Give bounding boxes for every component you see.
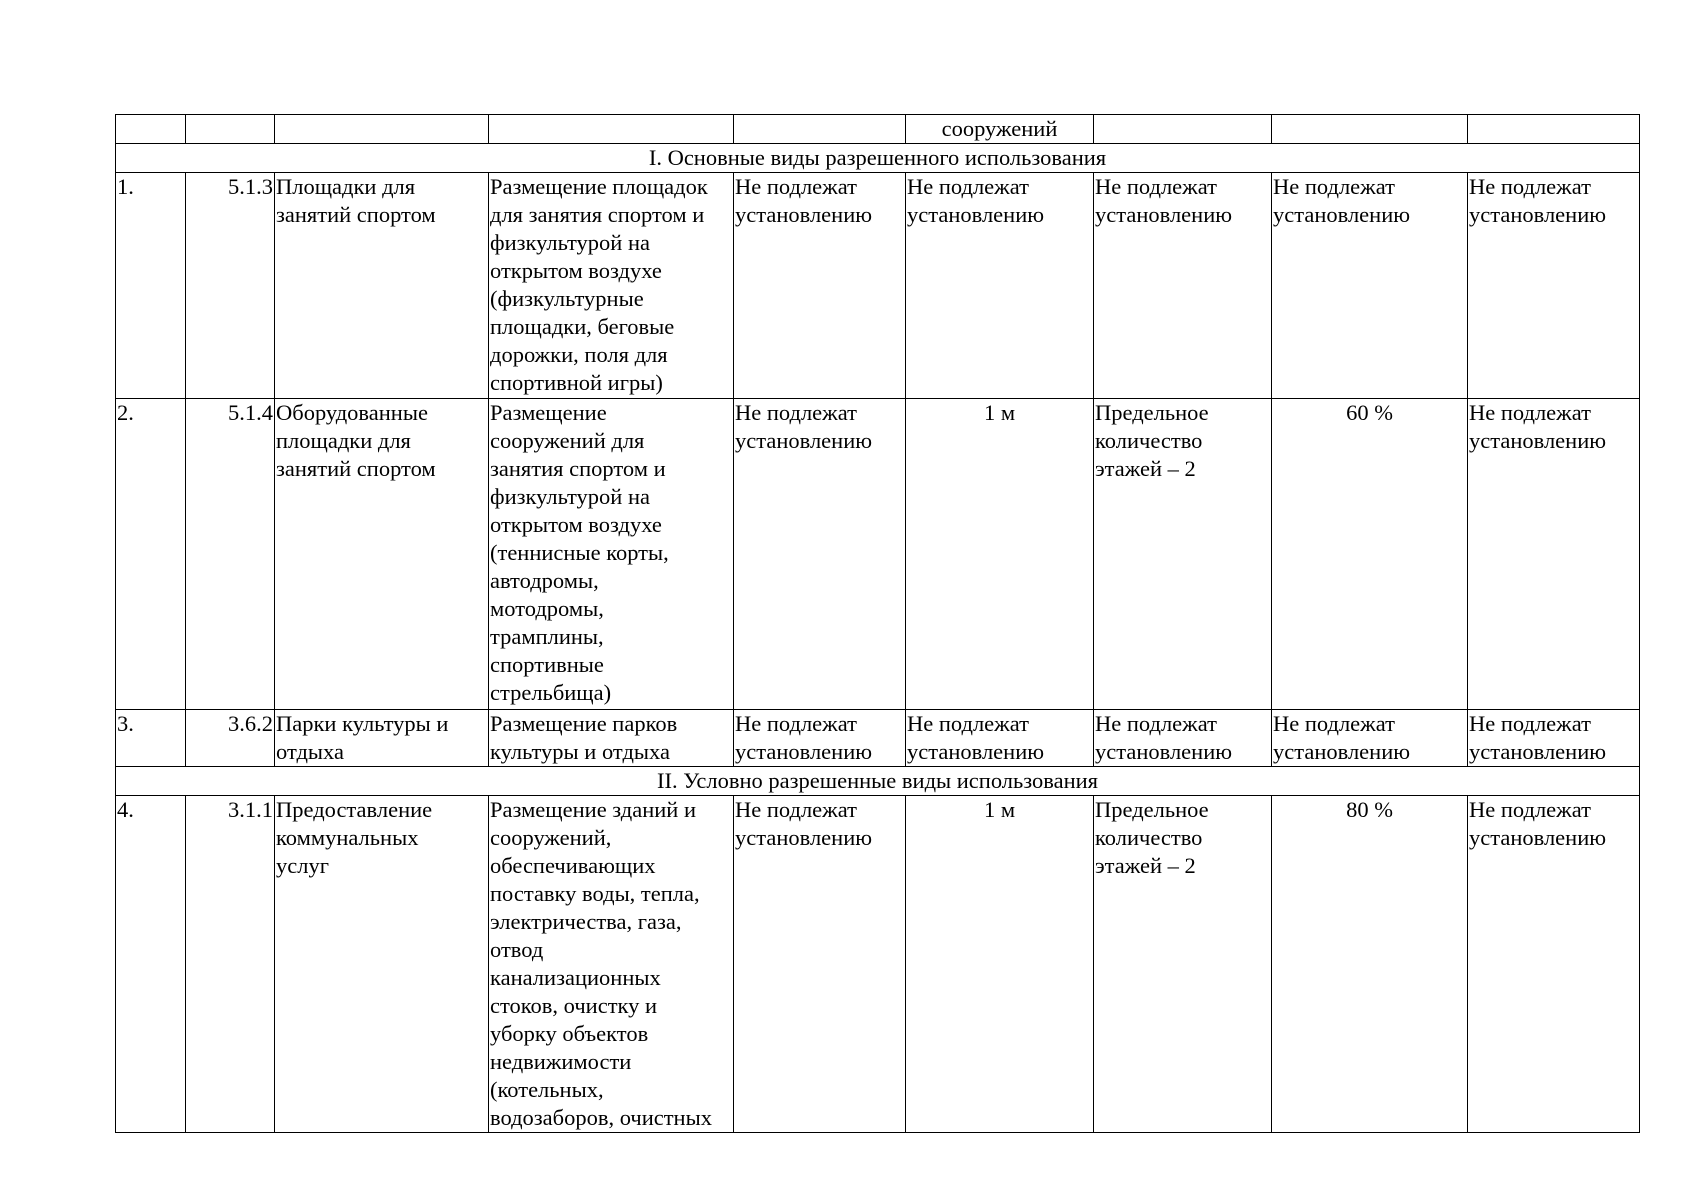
- cell-text-line: Размещение площадок: [490, 174, 708, 199]
- cell-text-line: Не подлежат: [735, 797, 857, 822]
- cell-text-line: открытом воздухе: [490, 512, 662, 537]
- cell-text-line: Не подлежат: [1273, 174, 1395, 199]
- cell-text-line: занятия спортом и: [490, 456, 666, 481]
- cell-text-line: Не подлежат: [1273, 711, 1395, 736]
- cell-text-line: установлению: [1469, 825, 1607, 850]
- regulations-table: [115, 114, 1640, 1133]
- row-cell-6: [906, 399, 1094, 710]
- cell-text-line: физкультурой на: [490, 230, 650, 255]
- cell-text-line: Предоставление: [276, 797, 433, 822]
- cell-text-line: коммунальных: [276, 825, 419, 850]
- cell-text-line: занятий спортом: [276, 202, 436, 227]
- cell-text-line: Размещение парков: [490, 711, 678, 736]
- cell-text-line: установлению: [735, 825, 873, 850]
- cell-text-line: Не подлежат: [907, 711, 1029, 736]
- cell-text-line: Не подлежат: [1469, 400, 1591, 425]
- row-name: [275, 710, 489, 767]
- cell-text-line: услуг: [276, 853, 329, 878]
- cell-text-line: этажей – 2: [1095, 456, 1196, 481]
- cell-text-line: количество: [1095, 428, 1203, 453]
- row-cell-8: [1272, 399, 1468, 710]
- cell-text-line: Оборудованные: [276, 400, 428, 425]
- table-cell: [275, 115, 489, 144]
- cell-text-line: поставку воды, тепла,: [490, 881, 700, 906]
- cell-text-line: 1 м: [983, 400, 1016, 425]
- row-name: [275, 399, 489, 710]
- table-cell: [116, 115, 186, 144]
- cell-text-line: установлению: [1469, 428, 1607, 453]
- cell-text-line: (теннисные корты,: [490, 540, 669, 565]
- cell-text-line: Не подлежат: [735, 174, 857, 199]
- table-cell: [1468, 115, 1640, 144]
- table-row-header-tail: [116, 115, 1640, 144]
- cell-text-line: автодромы,: [490, 568, 599, 593]
- row-cell-6: [906, 796, 1094, 1133]
- row-cell-8: [1272, 710, 1468, 767]
- cell-text-line: количество: [1095, 825, 1203, 850]
- cell-text-line: Предельное: [1095, 797, 1209, 822]
- row-code: 5.1.4: [186, 399, 275, 710]
- cell-text-line: установлению: [735, 202, 873, 227]
- cell-text-line: трамплины,: [490, 624, 604, 649]
- row-cell-7: [1094, 796, 1272, 1133]
- cell-text-line: стоков, очистку и: [490, 993, 658, 1018]
- row-name: [275, 796, 489, 1133]
- table-cell: [734, 115, 906, 144]
- cell-text-line: дорожки, поля для: [490, 342, 668, 367]
- row-cell-6: [906, 710, 1094, 767]
- row-cell-8: [1272, 173, 1468, 399]
- cell-text-line: физкультурой на: [490, 484, 650, 509]
- cell-text-line: установлению: [1469, 739, 1607, 764]
- cell-text-line: Не подлежат: [1095, 174, 1217, 199]
- cell-text-line: площадки, беговые: [490, 314, 675, 339]
- row-description: [489, 710, 734, 767]
- cell-text-line: установлению: [1469, 202, 1607, 227]
- table-cell: сооружений: [906, 115, 1094, 144]
- table-cell: [186, 115, 275, 144]
- table-cell: [489, 115, 734, 144]
- row-cell-9: [1468, 796, 1640, 1133]
- row-cell-9: [1468, 710, 1640, 767]
- row-description: [489, 796, 734, 1133]
- cell-text-line: сооружений,: [490, 825, 612, 850]
- row-description: [489, 399, 734, 710]
- cell-text-line: спортивные: [490, 652, 604, 677]
- cell-text-line: занятий спортом: [276, 456, 436, 481]
- row-cell-6: [906, 173, 1094, 399]
- cell-text-line: установлению: [907, 202, 1045, 227]
- cell-text-line: отдыха: [276, 739, 344, 764]
- cell-text-line: Не подлежат: [1469, 797, 1591, 822]
- cell-text-line: канализационных: [490, 965, 661, 990]
- cell-text-line: стрельбища): [490, 680, 612, 705]
- cell-text-line: Площадки для: [276, 174, 416, 199]
- cell-text-line: культуры и отдыха: [490, 739, 670, 764]
- cell-text-line: этажей – 2: [1095, 853, 1196, 878]
- cell-text-line: установлению: [1273, 739, 1411, 764]
- cell-text-line: установлению: [735, 739, 873, 764]
- row-cell-9: [1468, 173, 1640, 399]
- table-cell: [1272, 115, 1468, 144]
- row-cell-7: [1094, 173, 1272, 399]
- cell-text-line: мотодромы,: [490, 596, 604, 621]
- row-cell-5: [734, 710, 906, 767]
- cell-text-line: установлению: [735, 428, 873, 453]
- row-number: 1.: [116, 173, 186, 399]
- cell-text-line: Не подлежат: [907, 174, 1029, 199]
- row-cell-9: [1468, 399, 1640, 710]
- cell-text-line: Не подлежат: [735, 400, 857, 425]
- cell-text-line: установлению: [1273, 202, 1411, 227]
- row-code: 3.6.2: [186, 710, 275, 767]
- cell-text-line: водозаборов, очистных: [490, 1105, 712, 1130]
- row-name: [275, 173, 489, 399]
- table-row: [116, 710, 1640, 767]
- row-code: 5.1.3: [186, 173, 275, 399]
- row-cell-5: [734, 399, 906, 710]
- cell-text-line: Предельное: [1095, 400, 1209, 425]
- row-cell-7: [1094, 710, 1272, 767]
- cell-text-line: уборку объектов: [490, 1021, 649, 1046]
- cell-text-line: установлению: [1095, 202, 1233, 227]
- cell-text-line: недвижимости: [490, 1049, 632, 1074]
- row-cell-8: [1272, 796, 1468, 1133]
- section-title-conditional: II. Условно разрешенные виды использования: [116, 767, 1640, 796]
- table-cell: [1094, 115, 1272, 144]
- cell-text-line: спортивной игры): [490, 370, 663, 395]
- row-number: 3.: [116, 710, 186, 767]
- cell-text-line: сооружений для: [490, 428, 645, 453]
- row-cell-5: [734, 173, 906, 399]
- cell-text-line: (физкультурные: [490, 286, 644, 311]
- row-cell-7: [1094, 399, 1272, 710]
- section-row-conditional: [116, 767, 1640, 796]
- table-row: [116, 796, 1640, 1133]
- cell-text-line: открытом воздухе: [490, 258, 662, 283]
- cell-text-line: электричества, газа,: [490, 909, 682, 934]
- row-cell-5: [734, 796, 906, 1133]
- cell-text-line: площадки для: [276, 428, 411, 453]
- table-row: [116, 399, 1640, 710]
- cell-text-line: обеспечивающих: [490, 853, 656, 878]
- row-code: 3.1.1: [186, 796, 275, 1133]
- cell-text-line: для занятия спортом и: [490, 202, 705, 227]
- table-row: [116, 173, 1640, 399]
- cell-text-line: отвод: [490, 937, 544, 962]
- cell-text-line: Парки культуры и: [276, 711, 449, 736]
- row-number: 4.: [116, 796, 186, 1133]
- cell-text-line: Не подлежат: [1095, 711, 1217, 736]
- cell-text-line: Не подлежат: [1469, 174, 1591, 199]
- cell-text-line: Не подлежат: [1469, 711, 1591, 736]
- row-number: 2.: [116, 399, 186, 710]
- cell-text-line: (котельных,: [490, 1077, 604, 1102]
- section-title-main: I. Основные виды разрешенного использования: [116, 144, 1640, 173]
- section-row-main: [116, 144, 1640, 173]
- cell-text-line: 80 %: [1346, 797, 1393, 822]
- cell-text-line: 1 м: [983, 797, 1016, 822]
- cell-text-line: 60 %: [1346, 400, 1393, 425]
- cell-text-line: Не подлежат: [735, 711, 857, 736]
- row-description: [489, 173, 734, 399]
- cell-text-line: установлению: [1095, 739, 1233, 764]
- cell-text-line: Размещение зданий и: [490, 797, 697, 822]
- cell-text-line: установлению: [907, 739, 1045, 764]
- cell-text-line: Размещение: [490, 400, 607, 425]
